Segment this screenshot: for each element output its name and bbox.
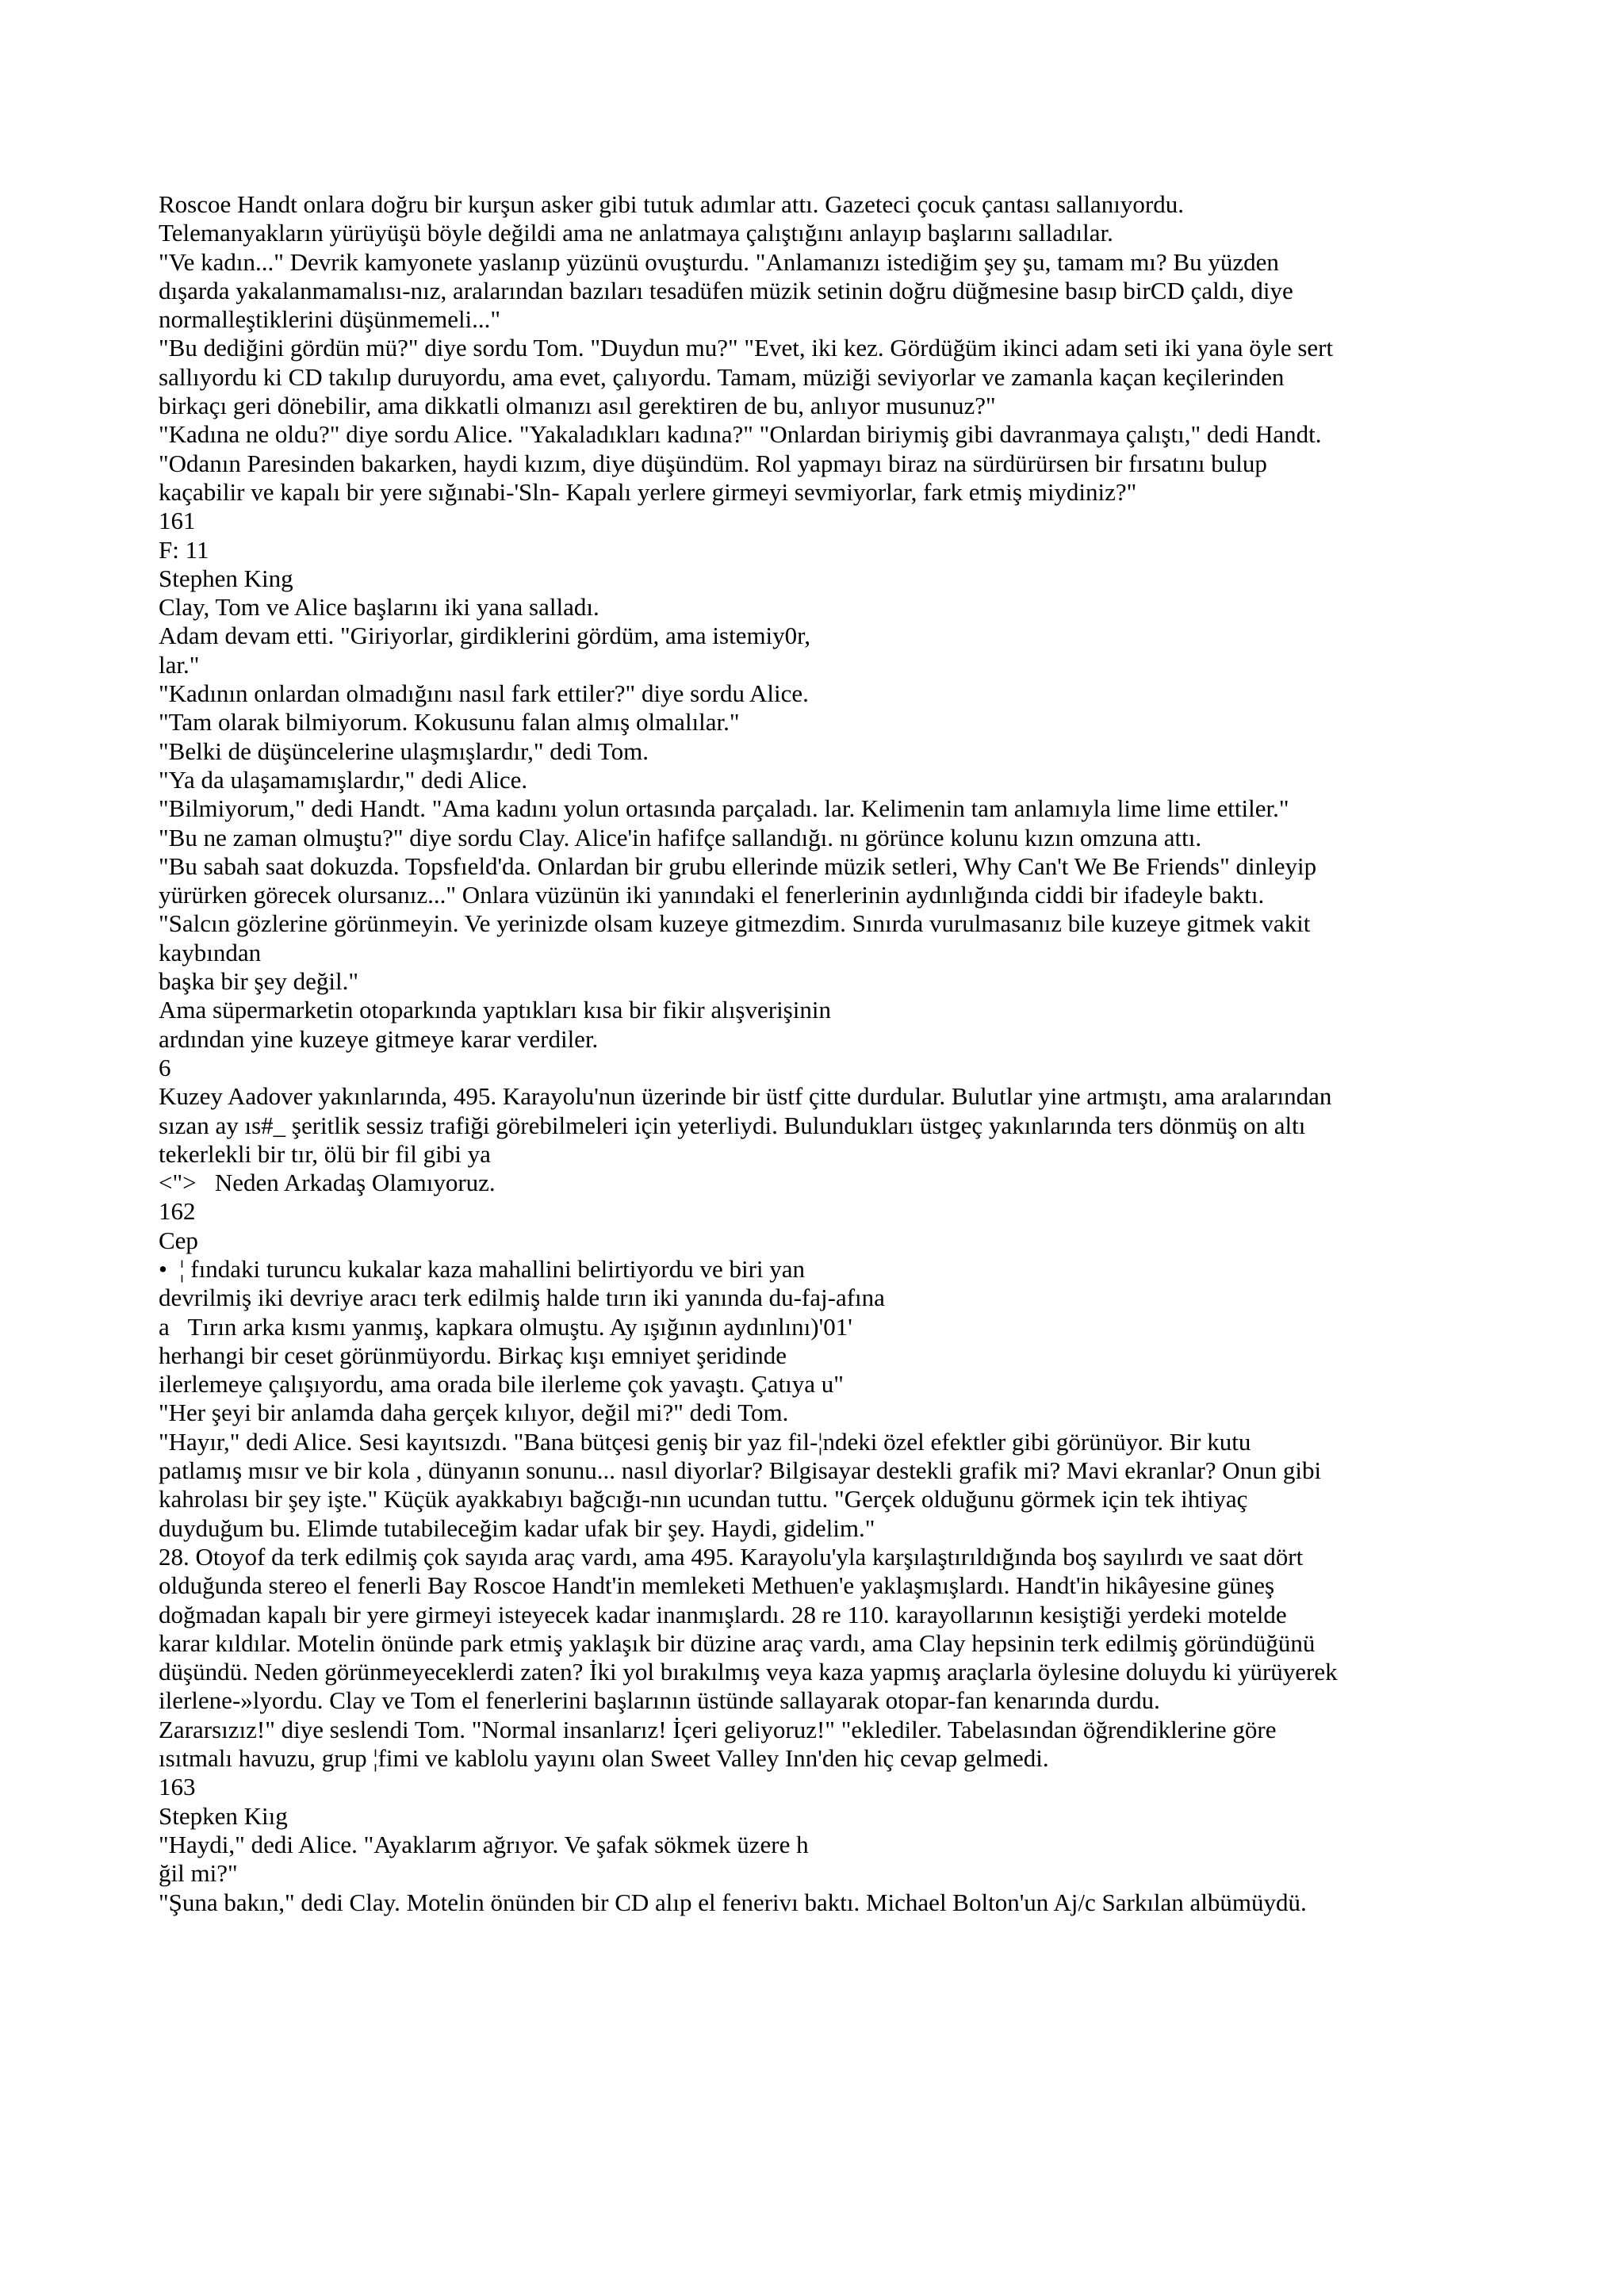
text-line: normalleştiklerini düşünmemeli..." xyxy=(159,305,501,334)
text-line: "Kadının onlardan olmadığını nasıl fark ettiler?" diye sordu Alice. xyxy=(159,679,809,708)
text-line: ilerlene-»lyordu. Clay ve Tom el fenerlerini başlarının üstünde sallayarak otopar-fan kenarında durdu. xyxy=(159,1686,1160,1715)
text-line: kaçabilir ve kapalı bir yere sığınabi-'Sln- Kapalı yerlere girmeyi sevmiyorlar, fark etmiş miydiniz?" xyxy=(159,477,1137,506)
text-line: a Tırın arka kısmı yanmış, kapkara olmuştu. Ay ışığının aydınlını)'01' xyxy=(159,1312,852,1341)
text-line: "Kadına ne oldu?" diye sordu Alice. "Yakaladıkları kadına?" "Onlardan biriymiş gibi davranmaya çalıştı," dedi Handt. xyxy=(159,420,1322,449)
text-line: kaybından xyxy=(159,938,262,966)
text-line: ilerlemeye çalışıyordu, ama orada bile ilerleme çok yavaştı. Çatıya u" xyxy=(159,1370,844,1399)
text-line: ğil mi?" xyxy=(159,1859,238,1888)
text-line: ısıtmalı havuzu, grup ¦fimi ve kablolu yayını olan Sweet Valley Inn'den hiç cevap gelmedi. xyxy=(159,1744,1049,1773)
text-line: Kuzey Aadover yakınlarında, 495. Karayolu'nun üzerinde bir üstf çitte durdular. Bulutlar yine artmıştı, ama aralarından xyxy=(159,1082,1332,1111)
text-line: "Hayır," dedi Alice. Sesi kayıtsızdı. "Bana bütçesi geniş bir yaz fil-¦ndeki özel efektler gibi görünüyor. Bir kutu xyxy=(159,1427,1251,1456)
text-line: Stephen King xyxy=(159,564,293,592)
text-line: "Ve kadın..." Devrik kamyonete yaslanıp yüzünü ovuşturdu. "Anlamanızı istediğim şey şu, tamam mı? Bu yüzden xyxy=(159,247,1279,276)
text-line: 6 xyxy=(159,1053,171,1081)
text-line: 163 xyxy=(159,1773,196,1801)
text-line: "Bu ne zaman olmuştu?" diye sordu Clay. Alice'in hafifçe sallandığı. nı görünce kolunu kızın omzuna attı. xyxy=(159,823,1202,851)
text-line: "Her şeyi bir anlamda daha gerçek kılıyor, değil mi?" dedi Tom. xyxy=(159,1399,789,1427)
text-line: Telemanyakların yürüyüşü böyle değildi ama ne anlatmaya çalıştığını anlayıp başlarını salladılar. xyxy=(159,219,1113,247)
text-line: sızan ay ıs#_ şeritlik sessiz trafiği görebilmeleri için yeterliydi. Bulundukları üstgeç yakınlarında ters dönmüş on altı xyxy=(159,1111,1306,1139)
text-line: başka bir şey değil." xyxy=(159,967,358,996)
text-line: Ama süpermarketin otoparkında yaptıkları kısa bir fikir alışverişinin xyxy=(159,996,831,1024)
text-line: tekerlekli bir tır, ölü bir fil gibi ya xyxy=(159,1139,491,1168)
text-line: olduğunda stereo el fenerli Bay Roscoe Handt'in memleketi Methuen'e yaklaşmışlardı. Handt'in hikâyesine güneş xyxy=(159,1571,1275,1600)
text-line: <"> Neden Arkadaş Olamıyoruz. xyxy=(159,1169,496,1197)
text-line: Zararsızız!" diye seslendi Tom. "Normal insanlarız! İçeri geliyoruz!" "eklediler. Tabelasından öğrendiklerine göre xyxy=(159,1715,1277,1743)
document-page xyxy=(159,190,1475,1917)
text-line: "Şuna bakın," dedi Clay. Motelin önünden bir CD alıp el fenerivı baktı. Michael Bolton'un Aj/c Sarkılan albümüydü. xyxy=(159,1888,1307,1916)
text-line: "Salcın gözlerine görünmeyin. Ve yerinizde olsam kuzeye gitmezdim. Sınırda vurulmasanız bile kuzeye gitmek vakit xyxy=(159,909,1311,938)
text-line: herhangi bir ceset görünmüyordu. Birkaç kışı emniyet şeridinde xyxy=(159,1341,787,1369)
text-line: Stepken Kiıg xyxy=(159,1801,288,1830)
text-line: Cep xyxy=(159,1226,198,1254)
text-line: birkaçı geri dönebilir, ama dikkatli olmanızı asıl gerektiren de bu, anlıyor musunuz?" xyxy=(159,392,996,420)
text-line: duyduğum bu. Elimde tutabileceğim kadar ufak bir şey. Haydi, gidelim." xyxy=(159,1513,875,1542)
text-line: • ¦ fındaki turuncu kukalar kaza mahallini belirtiyordu ve biri yan xyxy=(159,1254,806,1283)
text-line: "Tam olarak bilmiyorum. Kokusunu falan almış olmalılar." xyxy=(159,708,740,737)
text-line: "Odanın Paresinden bakarken, haydi kızım, diye düşündüm. Rol yapmayı biraz na sürdürürsen bir fırsatını bulup xyxy=(159,449,1267,477)
text-line: patlamış mısır ve bir kola , dünyanın sonunu... nasıl diyorlar? Bilgisayar destekli grafik mi? Mavi ekranlar? Onun gibi xyxy=(159,1456,1322,1485)
text-line: 161 xyxy=(159,507,196,535)
text-line: Adam devam etti. "Giriyorlar, girdiklerini gördüm, ama istemiy0r, xyxy=(159,622,810,650)
text-line: 28. Otoyof da terk edilmiş çok sayıda araç vardı, ama 495. Karayolu'yla karşılaştırıldığında boş sayılırdı ve saat dört xyxy=(159,1542,1304,1571)
text-line: devrilmiş iki devriye aracı terk edilmiş halde tırın iki yanında du-faj-afına xyxy=(159,1284,885,1312)
text-line: kahrolası bir şey işte." Küçük ayakkabıyı bağcığı-nın ucundan tuttu. "Gerçek olduğunu görmek için tek ihtiyaç xyxy=(159,1485,1248,1513)
text-line: ardından yine kuzeye gitmeye karar verdiler. xyxy=(159,1024,599,1053)
text-line: "Bu dediğini gördün mü?" diye sordu Tom. "Duydun mu?" "Evet, iki kez. Gördüğüm ikinci adam seti iki yana öyle sert xyxy=(159,334,1334,362)
text-line: dışarda yakalanmamalısı-nız, aralarından bazıları tesadüfen müzik setinin doğru düğmesine basıp birCD çaldı, diye xyxy=(159,276,1293,304)
text-line: "Ya da ulaşamamışlardır," dedi Alice. xyxy=(159,765,528,794)
text-line: doğmadan kapalı bir yere girmeyi isteyecek kadar inanmışlardı. 28 re 110. karayollarının kesiştiği yerdeki motelde xyxy=(159,1600,1287,1628)
text-line: "Belki de düşüncelerine ulaşmışlardır," dedi Tom. xyxy=(159,737,649,765)
text-line: "Bilmiyorum," dedi Handt. "Ama kadını yolun ortasında parçaladı. lar. Kelimenin tam anlamıyla lime lime ettiler." xyxy=(159,794,1289,823)
text-line: Roscoe Handt onlara doğru bir kurşun asker gibi tutuk adımlar attı. Gazeteci çocuk çantası sallanıyordu. xyxy=(159,190,1184,218)
text-line: lar." xyxy=(159,650,200,679)
text-line: Clay, Tom ve Alice başlarını iki yana salladı. xyxy=(159,593,599,622)
text-line: "Bu sabah saat dokuzda. Topsfıeld'da. Onlardan bir grubu ellerinde müzik setleri, Why Can't We Be Friends" dinleyip xyxy=(159,851,1317,880)
text-line: 162 xyxy=(159,1197,196,1226)
text-line: karar kıldılar. Motelin önünde park etmiş yaklaşık bir düzine araç vardı, ama Clay hepsinin terk edilmiş göründüğünü xyxy=(159,1628,1316,1657)
text-line: F: 11 xyxy=(159,535,209,564)
text-line: düşündü. Neden görünmeyeceklerdi zaten? İki yol bırakılmış veya kaza yapmış araçlarla öylesine doluydu ki yürüyerek xyxy=(159,1658,1338,1686)
text-line: sallıyordu ki CD takılıp duruyordu, ama evet, çalıyordu. Tamam, müziği seviyorlar ve zamanla kaçan keçilerinden xyxy=(159,362,1285,391)
text-line: "Haydi," dedi Alice. "Ayaklarım ağrıyor. Ve şafak sökmek üzere h xyxy=(159,1830,809,1858)
text-line: yürürken görecek olursanız..." Onlara vüzünün iki yanındaki el fenerlerinin aydınlığında ciddi bir ifadeyle baktı. xyxy=(159,881,1265,909)
